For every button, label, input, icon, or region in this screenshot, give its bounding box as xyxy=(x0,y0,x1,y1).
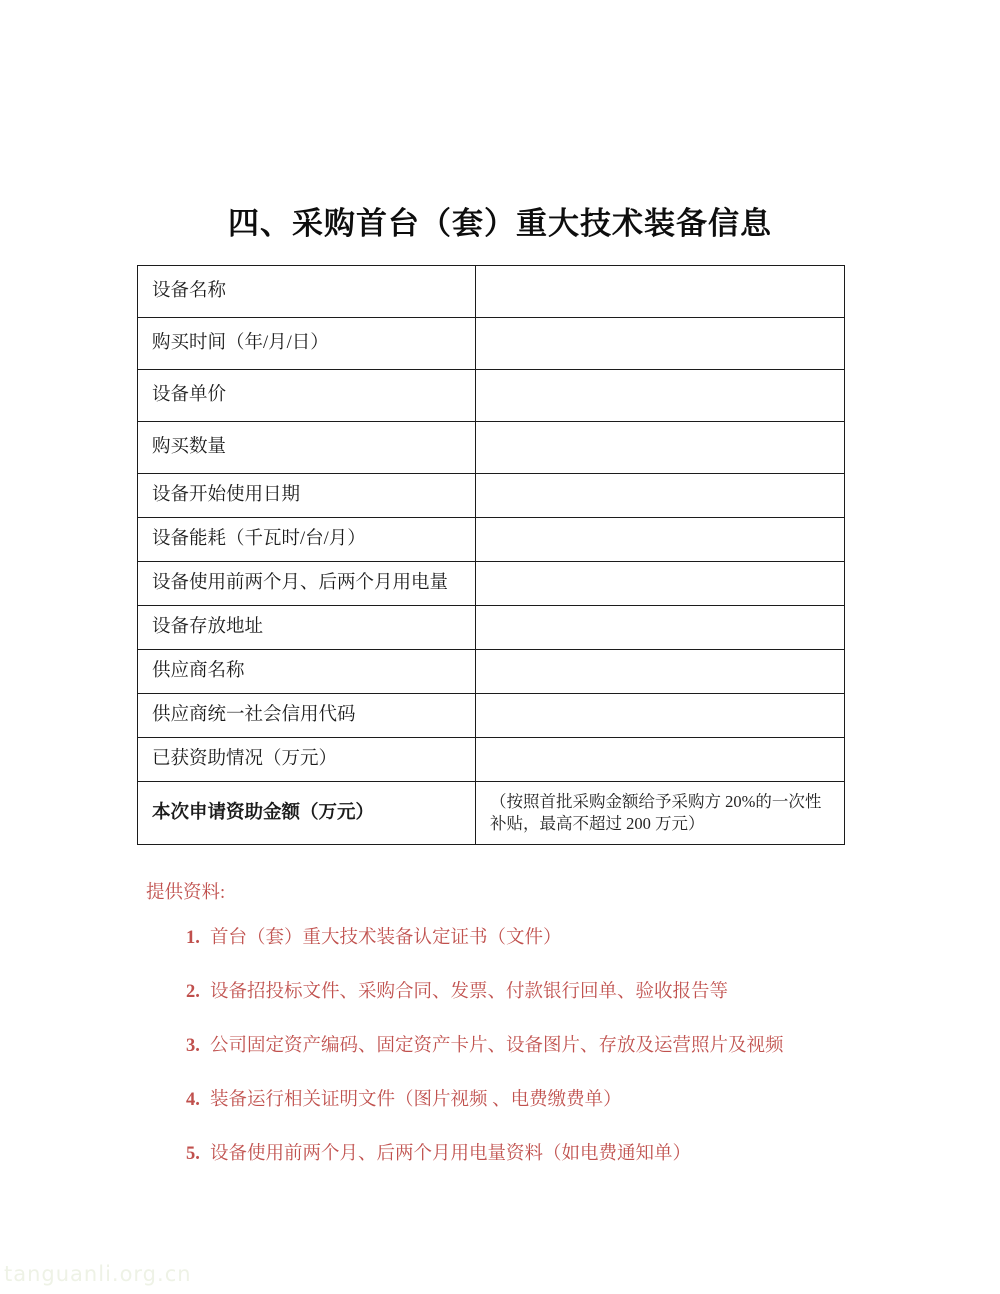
row-value-field[interactable] xyxy=(476,422,845,474)
row-label: 设备名称 xyxy=(138,266,476,318)
table-row xyxy=(138,738,845,782)
row-value-field[interactable] xyxy=(476,650,845,694)
equipment-info-table xyxy=(137,265,845,845)
table-row xyxy=(138,606,845,650)
list-item-number: 2. xyxy=(186,982,200,1003)
table-row xyxy=(138,422,845,474)
table-row xyxy=(138,650,845,694)
list-item-number: 4. xyxy=(186,1090,200,1111)
row-label: 设备使用前两个月、后两个月用电量 xyxy=(138,562,476,606)
table-row xyxy=(138,318,845,370)
list-item-number: 1. xyxy=(186,928,200,948)
list-item-number: 3. xyxy=(186,1036,200,1057)
row-label: 设备能耗（千瓦时/台/月） xyxy=(138,518,476,562)
row-value-field[interactable] xyxy=(476,318,845,370)
table-body xyxy=(138,266,845,845)
required-materials-section xyxy=(146,878,906,1196)
row-value-field[interactable] xyxy=(476,606,845,650)
table-row xyxy=(138,266,845,318)
row-value-field[interactable] xyxy=(476,782,845,845)
materials-list xyxy=(146,926,906,1166)
list-item-label: 公司固定资产编码、固定资产卡片、设备图片、存放及运营照片及视频 xyxy=(210,1036,784,1057)
table-row xyxy=(138,694,845,738)
page-title: 四、采购首台（套）重大技术装备信息 xyxy=(228,206,772,242)
list-item-label: 设备使用前两个月、后两个月用电量资料（如电费通知单） xyxy=(210,1144,692,1165)
list-item xyxy=(146,1142,906,1166)
list-item-label: 装备运行相关证明文件（图片视频 、电费缴费单） xyxy=(210,1090,622,1111)
table-row xyxy=(138,562,845,606)
row-label: 供应商统一社会信用代码 xyxy=(138,694,476,738)
site-watermark: tanguanli.org.cn xyxy=(4,1262,192,1286)
row-label: 已获资助情况（万元） xyxy=(138,738,476,782)
list-item xyxy=(146,1034,906,1058)
row-value-field[interactable] xyxy=(476,518,845,562)
list-item xyxy=(146,980,906,1004)
list-item xyxy=(146,1088,906,1112)
row-value-field[interactable] xyxy=(476,694,845,738)
table-row xyxy=(138,782,845,845)
table-row xyxy=(138,518,845,562)
row-label: 设备存放地址 xyxy=(138,606,476,650)
list-item-label: 首台（套）重大技术装备认定证书（文件） xyxy=(210,928,562,948)
row-label: 本次申请资助金额（万元） xyxy=(138,782,476,845)
row-label: 供应商名称 xyxy=(138,650,476,694)
row-label: 购买时间（年/月/日） xyxy=(138,318,476,370)
list-item xyxy=(146,926,906,950)
row-value-note: （按照首批采购金额给予采购方 20%的一次性补贴，最高不超过 200 万元） xyxy=(490,791,822,833)
materials-heading: 提供资料: xyxy=(146,883,226,903)
row-value-field[interactable] xyxy=(476,562,845,606)
row-value-field[interactable] xyxy=(476,266,845,318)
list-item-number: 5. xyxy=(186,1144,200,1165)
row-value-field[interactable] xyxy=(476,738,845,782)
table-row xyxy=(138,474,845,518)
row-label: 购买数量 xyxy=(138,422,476,474)
row-value-field[interactable] xyxy=(476,474,845,518)
row-label: 设备开始使用日期 xyxy=(138,474,476,518)
row-value-field[interactable] xyxy=(476,370,845,422)
table-row xyxy=(138,370,845,422)
row-label: 设备单价 xyxy=(138,370,476,422)
list-item-label: 设备招投标文件、采购合同、发票、付款银行回单、验收报告等 xyxy=(210,982,729,1003)
